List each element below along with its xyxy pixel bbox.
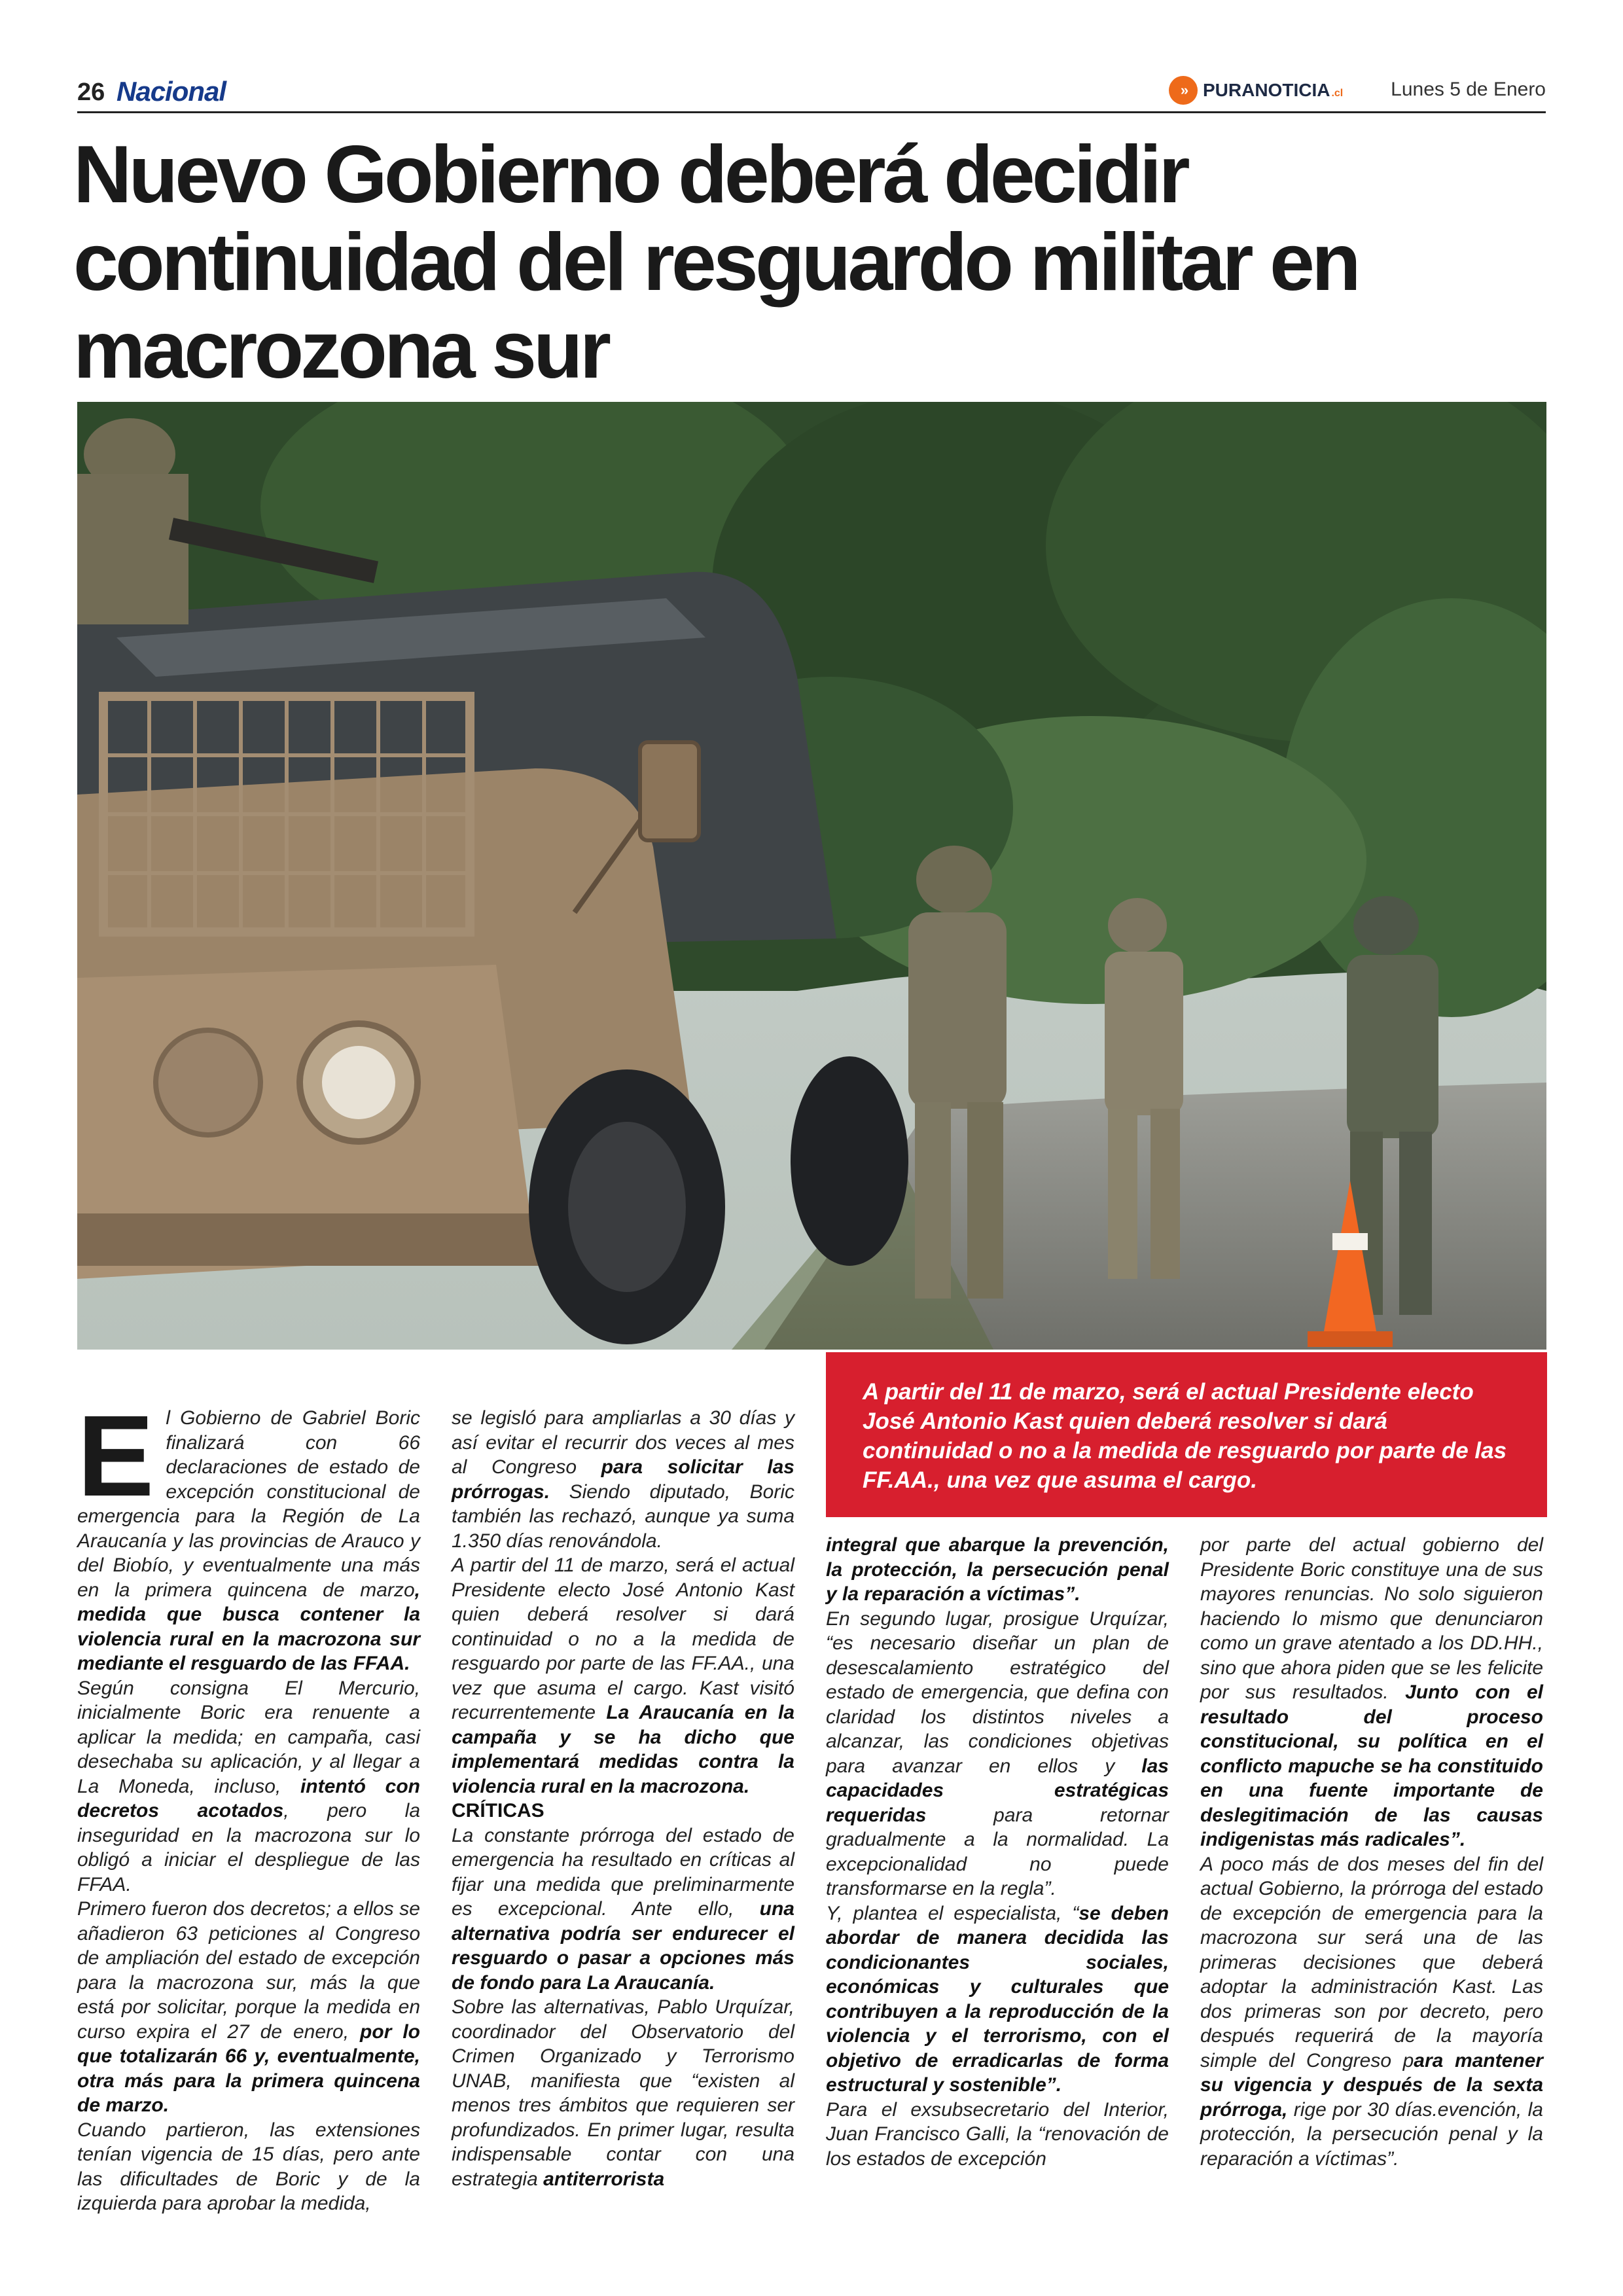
section-label: Nacional [116, 76, 226, 107]
brand-logo [1169, 76, 1343, 105]
issue-date: Lunes 5 de Enero [1391, 79, 1546, 100]
paragraph: A poco más de dos meses del fin del actual Gobierno, la prórroga del estado de excepción de emergencia para la macrozona sur será una de las primeras decisiones que deberá adoptar la administración Kast. Las dos primeras son por decreto, pero después requerirá de la mayoría simple del Congreso para mantener su vigencia y después de la sexta prórroga, rige por 30 días.evención, la protección, la persecución penal y la reparación a víctimas”. [1200, 1853, 1543, 2170]
page-header [77, 73, 1546, 113]
brand-suffix: .cl [1331, 88, 1344, 99]
paragraph: Cuando partieron, las extensiones tenían vigencia de 15 días, pero ante las dificultades de Boric y de la izquierda para aprobar la medida, [77, 2119, 420, 2214]
paragraph: por parte del actual gobierno del Presidente Boric constituye una de sus mayores renuncias. No solo siguieron haciendo lo mismo que denunciaron como un grave atentado a los DD.HH., sino que ahora piden que se les felicite por sus resultados. Junto con el resultado del proceso constitucional, su política en el conflicto mapuche se ha constituido en una fuente importante de deslegitimación de las causas indigenistas más radicales”. [1200, 1534, 1543, 1850]
paragraph: integral que abarque la prevención, la protección, la persecución penal y la reparación a víctimas”. [826, 1534, 1169, 1605]
paragraph: En segundo lugar, prosigue Urquízar, “es necesario diseñar un plan de desescalamiento estratégico del estado de emergencia, que defina con claridad los distintos niveles a alcanzar, las condiciones objetivas para avanzar en ellos y las capacidades estratégicas requeridas para retornar gradualmente a la normalidad. La excepcionalidad no puede transformarse en la regla”. [826, 1607, 1169, 1899]
article-column-2 [452, 1406, 794, 2191]
paragraph: Y, plantea el especialista, “se deben abordar de manera decidida las condicionantes sociales, económicas y culturales que contribuyen a la reproducción de la violencia y el terrorismo, con el objetivo de erradicarlas de forma estructural y sostenible”. [826, 1902, 1169, 2096]
paragraph: l Gobierno de Gabriel Boric finalizará con 66 declaraciones de estado de excepción constitucional de emergencia para la Región de La Araucanía y las provincias de Arauco y del Biobío, y eventualmente una más en la primera quincena de marzo, medida que busca contener la violencia rural en la macrozona sur mediante el resguardo de las FFAA. [77, 1407, 420, 1674]
paragraph: Sobre las alternativas, Pablo Urquízar, coordinador del Observatorio del Crimen Organizado y Terrorismo UNAB, manifiesta que “existen al menos tres ámbitos que requieren ser profundizados. En primer lugar, resulta indispensable contar con una estrategia antiterrorista [452, 1996, 794, 2190]
paragraph: A partir del 11 de marzo, será el actual Presidente electo José Antonio Kast quien deberá resolver si dará continuidad o no a la medida de resguardo por parte de las FF.AA., una vez que asuma el cargo. Kast visitó recurrentemente La Araucanía en la campaña y se ha dicho que implementará medidas contra la violencia rural en la macrozona. [452, 1554, 794, 1797]
paragraph: Para el exsubsecretario del Interior, Juan Francisco Galli, la “renovación de los estados de excepción [826, 2098, 1169, 2170]
article-column-3 [826, 1533, 1169, 2171]
caption-text: A partir del 11 de marzo, será el actual Presidente electo José Antonio Kast quien deberá resolver si dará continuidad o no a la medida de resguardo por parte de las FF.AA., una vez que asuma el cargo. [863, 1379, 1507, 1493]
headline: Nuevo Gobierno deberá decidir continuidad del resguardo militar en macrozona sur [73, 130, 1358, 395]
article-column-4 [1200, 1533, 1543, 2171]
paragraph: se legisló para ampliarlas a 30 días y así evitar el recurrir dos veces al mes al Congreso para solicitar las prórrogas. Siendo diputado, Boric también las rechazó, aunque ya suma 1.350 días renovándola. [452, 1407, 794, 1552]
photo-caption [826, 1352, 1547, 1517]
paragraph: Primero fueron dos decretos; a ellos se añadieron 63 peticiones al Congreso de ampliación del estado de excepción para la macrozona sur, más la que está por solicitar, porque la medida en curso expira el 27 de enero, por lo que totalizarán 66 y, eventualmente, otra más para la primera quincena de marzo. [77, 1898, 421, 2116]
subheading: CRÍTICAS [452, 1800, 544, 1821]
paragraph: Según consigna El Mercurio, inicialmente Boric era renuente a aplicar la medida; en campaña, casi desechaba su aplicación, y al llegar a La Moneda, incluso, intentó con decretos acotados, pero la inseguridad en la macrozona sur lo obligó a iniciar el despliegue de las FFAA. [77, 1677, 420, 1895]
drop-cap: E [77, 1392, 154, 1520]
paragraph: La constante prórroga del estado de emergencia ha resultado en críticas al fijar una medida que preliminarmente es excepcional. Ante ello, una alternativa podría ser endurecer el resguardo o pasar a opciones más de fondo para La Araucanía. [452, 1824, 794, 1994]
brand-name: PURANOTICIA [1203, 80, 1330, 100]
brand-arrow-icon: » [1169, 76, 1198, 105]
article-column-1 [77, 1392, 421, 2216]
military-checkpoint-image [77, 402, 1546, 1350]
page-number: 26 [77, 79, 105, 106]
article-photo [77, 402, 1546, 1350]
